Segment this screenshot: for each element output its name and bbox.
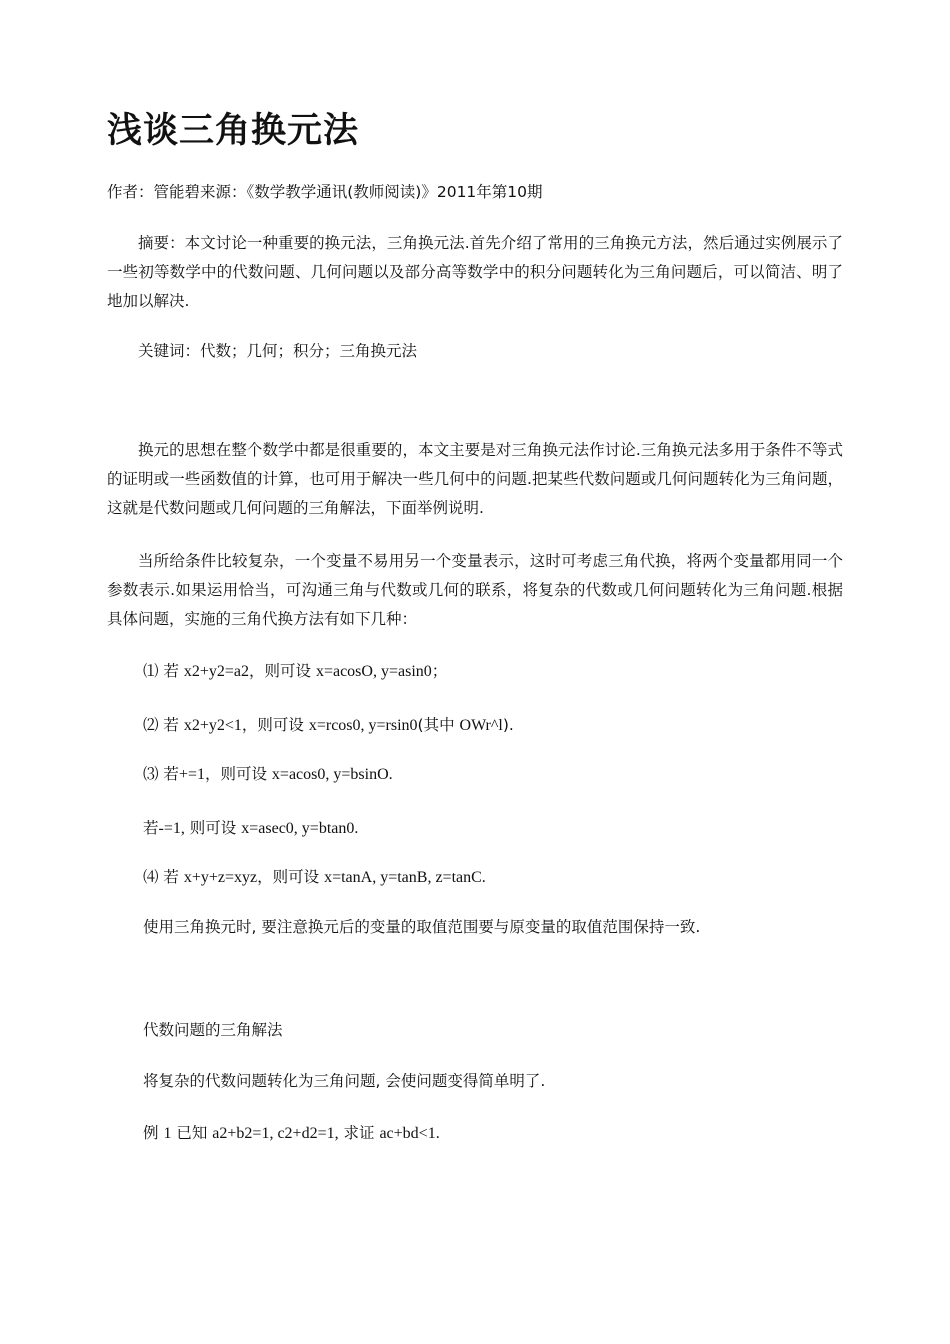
case-4-substitution: x=tanA, y=tanB, z=tanC. — [324, 869, 486, 886]
section-description: 将复杂的代数问题转化为三角问题, 会使问题变得简单明了. — [143, 1072, 546, 1090]
case-1-substitution: x=acosO, y=asin0 — [315, 663, 432, 680]
case-3-substitution: x=acos0, y=bsinO. — [271, 766, 393, 783]
example-prefix: 例 — [143, 1124, 164, 1142]
keywords-paragraph: 关键词：代数；几何；积分；三角换元法 — [138, 342, 418, 360]
article-title: 浅谈三角换元法 — [107, 111, 360, 151]
case-3b-mid: 则可设 — [184, 819, 242, 837]
case-4-prefix: ⑷ 若 — [143, 868, 184, 886]
case-1-mid: ，则可设 — [249, 662, 316, 680]
case-2-range: OWr^l — [459, 717, 503, 734]
section-heading: 代数问题的三角解法 — [143, 1021, 283, 1039]
abstract-paragraph: 摘要：本文讨论一种重要的换元法，三角换元法.首先介绍了常用的三角换元方法，然后通过实例展示了一些初等数学中的代数问题、几何问题以及部分高等数学中的积分问题转化为三角问题后，可以简洁、明了地加以解决. — [107, 234, 843, 310]
article-meta: 作者：管能碧来源：《数学教学通讯(教师阅读)》2011年第10期 — [107, 183, 543, 201]
example-given: a2+b2=1, c2+d2=1, — [212, 1125, 339, 1142]
case-3b-formula: -=1, — [158, 820, 185, 837]
case-1-formula: x2+y2=a2 — [183, 663, 250, 680]
case-1-end: ； — [431, 662, 448, 680]
case-2-paren-open: (其中 — [417, 716, 460, 734]
example-goal: ac+bd<1. — [379, 1125, 440, 1142]
case-2 — [143, 713, 514, 738]
case-4 — [143, 865, 486, 890]
case-3b — [143, 816, 358, 841]
case-1 — [143, 659, 447, 684]
example-number: 1 — [163, 1125, 172, 1142]
example-prove: 求证 — [338, 1124, 380, 1142]
example-known: 已知 — [171, 1124, 213, 1142]
case-3b-substitution: x=asec0, y=btan0. — [241, 820, 359, 837]
case-2-prefix: ⑵ 若 — [143, 716, 184, 734]
substitution-note: 使用三角换元时, 要注意换元后的变量的取值范围要与原变量的取值范围保持一致. — [143, 918, 701, 936]
case-4-formula: x+y+z=xyz — [183, 869, 258, 886]
case-2-mid: ，则可设 — [241, 716, 309, 734]
case-3b-prefix: 若 — [143, 819, 159, 837]
conditions-paragraph: 当所给条件比较复杂，一个变量不易用另一个变量表示，这时可考虑三角代换，将两个变量都用同一个参数表示.如果运用恰当，可沟通三角与代数或几何的联系，将复杂的代数或几何问题转化为三角问题.根据具体问题，实施的三角代换方法有如下几种： — [107, 552, 843, 628]
case-3-prefix: ⑶ 若 — [143, 765, 179, 783]
case-2-substitution: x=rcos0, y=rsin0 — [308, 717, 418, 734]
intro-paragraph: 换元的思想在整个数学中都是很重要的，本文主要是对三角换元法作讨论.三角换元法多用于条件不等式的证明或一些函数值的计算，也可用于解决一些几何中的问题.把某些代数问题或几何问题转化为三角问题，这就是代数问题或几何问题的三角解法，下面举例说明. — [107, 441, 843, 517]
case-1-prefix: ⑴ 若 — [143, 662, 184, 680]
example-1 — [143, 1121, 440, 1146]
case-3 — [143, 762, 393, 787]
case-2-end: ). — [502, 716, 514, 734]
case-3-formula: +=1 — [178, 766, 205, 783]
case-2-formula: x2+y2<1 — [183, 717, 242, 734]
case-4-mid: ，则可设 — [257, 868, 325, 886]
case-3-mid: ，则可设 — [204, 765, 272, 783]
